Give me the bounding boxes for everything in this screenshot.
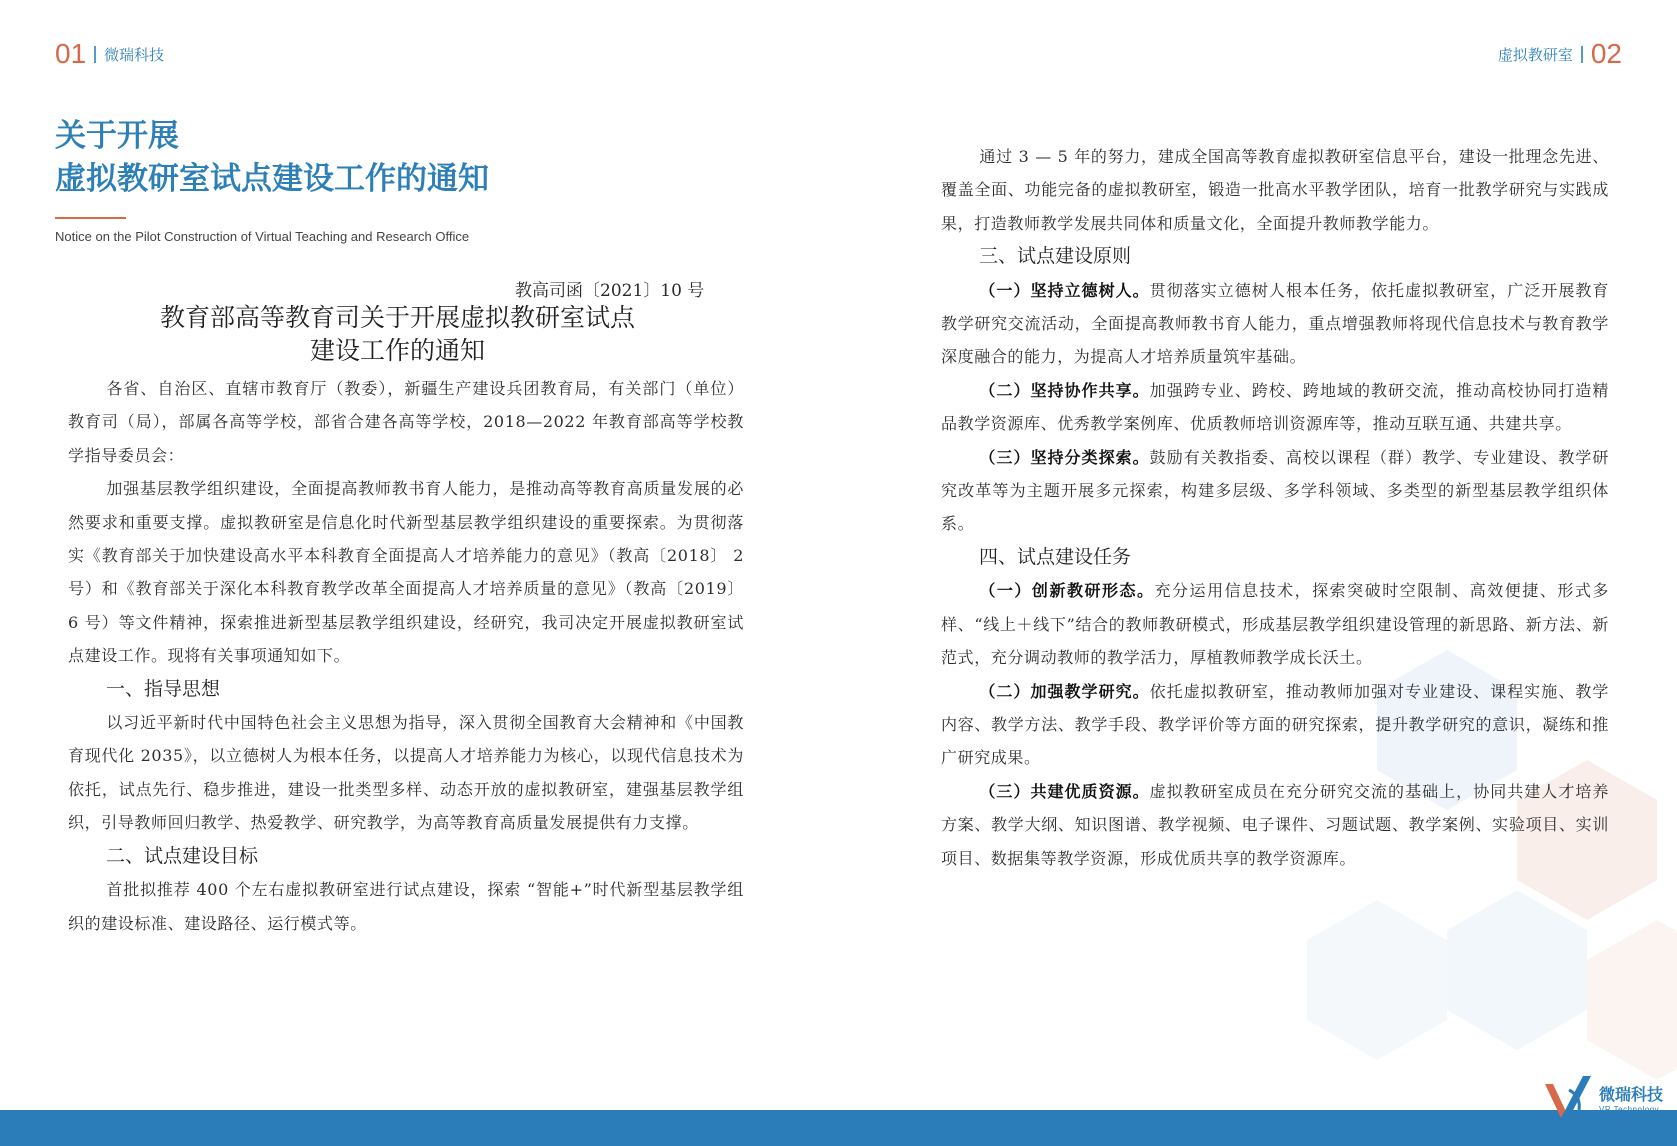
brand-name-cn: 微瑞科技 bbox=[1598, 1085, 1663, 1104]
right-page bbox=[838, 0, 1677, 1146]
section3-heading: 三、试点建设原则 bbox=[979, 245, 1132, 268]
task-2-body: 依托虚拟教研室，推动教师加强对专业建设、课程实施、教学内容、教学方法、教学手段、教学评价等方面的研究探索，提升教学研究的意识，凝练和推广研究成果。 bbox=[941, 681, 1609, 768]
page-subtitle: Notice on the Pilot Construction of Virtual Teaching and Research Office bbox=[55, 229, 470, 244]
task-1-paragraph bbox=[941, 574, 1609, 674]
brand-name-en: VR Technology bbox=[1598, 1105, 1660, 1114]
page-number-right: 02 bbox=[1590, 38, 1622, 69]
left-page bbox=[0, 0, 838, 1146]
left-body bbox=[68, 372, 744, 940]
page-number-left: 01 bbox=[55, 38, 87, 69]
left-page-header bbox=[55, 38, 164, 70]
principle-1-paragraph bbox=[941, 274, 1609, 374]
task-1-body: 充分运用信息技术，探索突破时空限制、高效便捷、形式多样、“线上＋线下”结合的教师教研模式，形成基层教学组织建设管理的新思路、新方法、新范式，充分调动教师的教学活力，厚植教师教学成长沃土。 bbox=[941, 581, 1609, 668]
task-3-body: 虚拟教研室成员在充分研究交流的基础上，协同共建人才培养方案、教学大纲、知识图谱、教学视频、电子课件、习题试题、教学案例、实验项目、实训项目、数据集等教学资源，形成优质共享的教学资源库。 bbox=[941, 781, 1609, 868]
document-title-line2: 建设工作的通知 bbox=[309, 336, 485, 365]
intro-paragraph: 加强基层教学组织建设，全面提高教师教书育人能力，是推动高等教育高质量发展的必然要求和重要支撑。虚拟教研室是信息化时代新型基层教学组织建设的重要探索。为贯彻落实《教育部关于加快建设高水平本科教育全面提高人才培养能力的意见》（教高〔2018〕 2 号）和《教育部关于深化本科教育教学改革全面提高人才培养质量的意见》（教高〔2019〕6 号）等文件精神，探索推进新型基层教学组织建设，经研究，我司决定开展虚拟教研室试点建设工作。现将有关事项通知如下。 bbox=[68, 479, 744, 666]
principle-1-body: 贯彻落实立德树人根本任务，依托虚拟教研室，广泛开展教育教学研究交流活动，全面提高教师教书育人能力，重点增强教师将现代信息技术与教育教学深度融合的能力，为提高人才培养质量筑牢基础。 bbox=[941, 280, 1609, 367]
task-2-lead: （二）加强教学研究。 bbox=[979, 681, 1150, 701]
page-title bbox=[55, 115, 489, 201]
principle-3-body: 鼓励有关教指委、高校以课程（群）教学、专业建设、教学研究改革等为主题开展多元探索，构建多层级、多学科领域、多类型的新型基层教学组织体系。 bbox=[941, 447, 1609, 534]
document-number: 教高司函〔2021〕10 号 bbox=[515, 281, 705, 301]
header-section-name-right: 虚拟教研室 bbox=[1497, 45, 1573, 64]
header-divider bbox=[94, 46, 96, 63]
task-1-lead: （一）创新教研形态。 bbox=[979, 581, 1155, 601]
task-3-paragraph bbox=[941, 775, 1609, 875]
principle-2-body: 加强跨专业、跨校、跨地域的教研交流，推动高校协同打造精品教学资源库、优秀教学案例库、优质教师培训资源库等，推动互联互通、共建共享。 bbox=[941, 380, 1609, 434]
section4-heading: 四、试点建设任务 bbox=[979, 545, 1132, 568]
goal-continuation-paragraph: 通过 3 — 5 年的努力，建成全国高等教育虚拟教研室信息平台，建设一批理念先进、覆盖全面、功能完备的虚拟教研室，锻造一批高水平教学团队，培育一批教学研究与实践成果，打造教师教学发展共同体和质量文化，全面提升教师教学能力。 bbox=[941, 147, 1609, 233]
right-page-header bbox=[1498, 38, 1622, 70]
document-title-line1: 教育部高等教育司关于开展虚拟教研室试点 bbox=[159, 303, 635, 332]
salutation-paragraph: 各省、自治区、直辖市教育厅（教委），新疆生产建设兵团教育局，有关部门（单位） 教育司（局），部属各高等学校，部省合建各高等学校，2018—2022 年教育部高等学校教学指导委员会： bbox=[68, 379, 744, 465]
section1-paragraph: 以习近平新时代中国特色社会主义思想为指导，深入贯彻全国教育大会精神和《中国教育现代化 2035》，以立德树人为根本任务，以提高人才培养能力为核心，以现代信息技术为依托，试点先行、稳步推进，建设一批类型多样、动态开放的虚拟教研室，建强基层教学组织，引导教师回归教学、热爱教学、研究教学，为高等教育高质量发展提供有力支撑。 bbox=[68, 713, 744, 833]
right-body bbox=[941, 140, 1609, 875]
vr-logo-icon bbox=[1539, 1070, 1597, 1126]
section2-paragraph: 首批拟推荐 400 个左右虚拟教研室进行试点建设，探索 “智能+”时代新型基层教学组织的建设标准、建设路径、运行模式等。 bbox=[68, 880, 744, 933]
section2-heading: 二、试点建设目标 bbox=[106, 844, 259, 867]
footer-bar bbox=[0, 1110, 1677, 1146]
page-title-line1: 关于开展 bbox=[55, 118, 179, 154]
principle-3-paragraph bbox=[941, 441, 1609, 541]
page-title-line2: 虚拟教研室试点建设工作的通知 bbox=[55, 161, 489, 197]
brand-logo bbox=[1539, 1070, 1663, 1126]
task-2-paragraph bbox=[941, 675, 1609, 775]
header-section-name-left: 微瑞科技 bbox=[104, 45, 165, 64]
title-underline bbox=[55, 217, 126, 219]
document-title bbox=[70, 301, 725, 367]
principle-3-lead: （三）坚持分类探索。 bbox=[979, 447, 1150, 467]
header-divider bbox=[1581, 46, 1583, 63]
brand-text bbox=[1599, 1082, 1663, 1114]
principle-2-lead: （二）坚持协作共享。 bbox=[979, 380, 1150, 400]
principle-2-paragraph bbox=[941, 374, 1609, 441]
principle-1-lead: （一）坚持立德树人。 bbox=[979, 280, 1150, 300]
section1-heading: 一、指导思想 bbox=[106, 677, 221, 700]
task-3-lead: （三）共建优质资源。 bbox=[979, 781, 1150, 801]
title-block bbox=[55, 115, 489, 244]
